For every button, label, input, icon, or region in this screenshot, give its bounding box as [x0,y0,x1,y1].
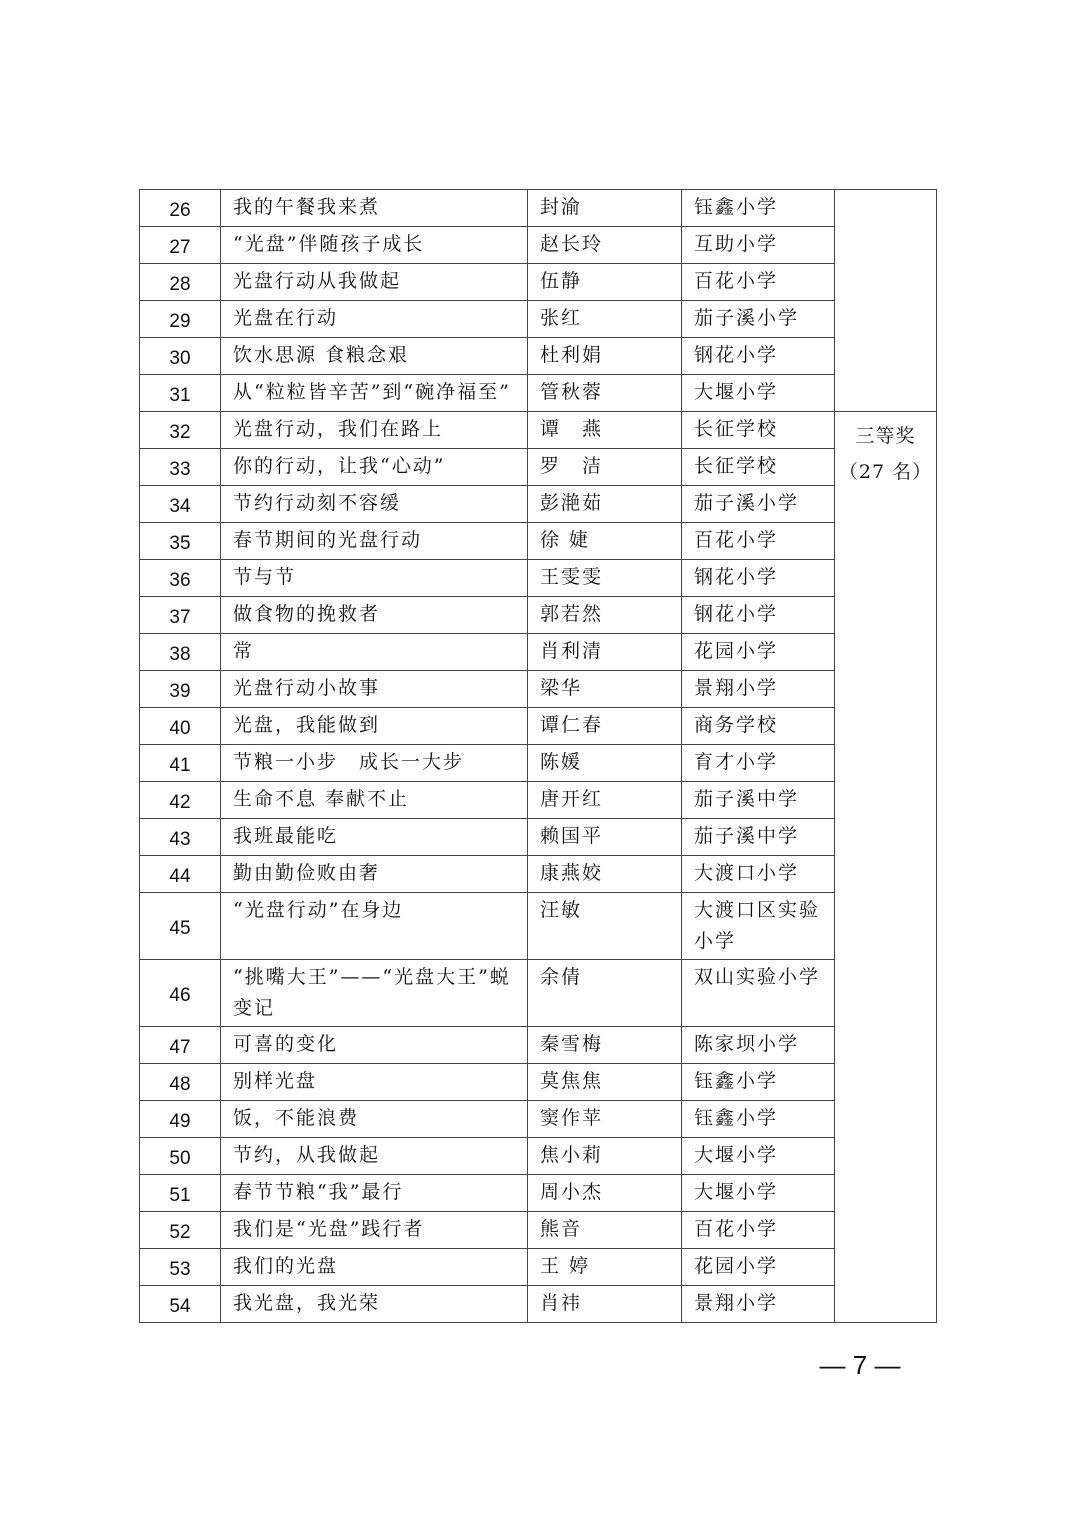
entry-number: 28 [140,264,221,301]
table-row [140,523,937,560]
entry-number: 52 [140,1212,221,1249]
entry-school: 钢花小学 [682,560,835,597]
table-row [140,708,937,745]
entry-number: 32 [140,412,221,449]
table-row [140,1027,937,1064]
entry-title: 我光盘，我光荣 [221,1286,528,1323]
table-row [140,819,937,856]
entry-author: 窦作苹 [528,1101,682,1138]
entry-author: 王 婷 [528,1249,682,1286]
entry-school: 大渡口小学 [682,856,835,893]
awards-table-container [139,189,937,1323]
previous-award-cell [835,190,937,412]
entry-title: 节粮一小步 成长一大步 [221,745,528,782]
entry-number: 53 [140,1249,221,1286]
entry-school: 双山实验小学 [682,960,835,1027]
entry-title: 光盘行动，我们在路上 [221,412,528,449]
entry-author: 张红 [528,301,682,338]
entry-number: 34 [140,486,221,523]
entry-author: 管秋蓉 [528,375,682,412]
table-row [140,486,937,523]
table-row [140,412,937,449]
table-row [140,449,937,486]
table-row [140,1249,937,1286]
table-row [140,338,937,375]
entry-school: 钰鑫小学 [682,190,835,227]
entry-title: 节约行动刻不容缓 [221,486,528,523]
entry-number: 30 [140,338,221,375]
entry-author: 谭仁春 [528,708,682,745]
entry-author: 肖利清 [528,634,682,671]
entry-title: “挑嘴大王”——“光盘大王”蜕变记 [221,960,528,1027]
entry-school: 花园小学 [682,1249,835,1286]
entry-author: 汪敏 [528,893,682,960]
entry-school: 景翔小学 [682,671,835,708]
entry-author: 罗 洁 [528,449,682,486]
entry-title: 勤由勤俭败由奢 [221,856,528,893]
table-row [140,1101,937,1138]
entry-school: 长征学校 [682,449,835,486]
entry-author: 莫焦焦 [528,1064,682,1101]
entry-author: 彭滟茹 [528,486,682,523]
entry-title: “光盘行动”在身边 [221,893,528,960]
entry-title: 我的午餐我来煮 [221,190,528,227]
entry-number: 49 [140,1101,221,1138]
entry-author: 杜利娟 [528,338,682,375]
entry-title: 饮水思源 食粮念艰 [221,338,528,375]
table-row [140,597,937,634]
entry-author: 梁华 [528,671,682,708]
entry-school: 钢花小学 [682,597,835,634]
table-row [140,1286,937,1323]
entry-school: 商务学校 [682,708,835,745]
entry-author: 谭 燕 [528,412,682,449]
table-row [140,301,937,338]
entry-school: 花园小学 [682,634,835,671]
table-row [140,1138,937,1175]
entry-author: 伍静 [528,264,682,301]
table-row [140,856,937,893]
entry-author: 熊音 [528,1212,682,1249]
table-row [140,1064,937,1101]
entry-title: 做食物的挽救者 [221,597,528,634]
entry-school: 景翔小学 [682,1286,835,1323]
entry-school: 钰鑫小学 [682,1101,835,1138]
entry-number: 27 [140,227,221,264]
entry-school: 育才小学 [682,745,835,782]
entry-number: 46 [140,960,221,1027]
table-row [140,671,937,708]
entry-author: 封渝 [528,190,682,227]
entry-author: 徐 婕 [528,523,682,560]
entry-title: 节约，从我做起 [221,1138,528,1175]
entry-number: 43 [140,819,221,856]
entry-number: 45 [140,893,221,960]
entry-number: 33 [140,449,221,486]
entry-number: 31 [140,375,221,412]
entry-school: 大堰小学 [682,1138,835,1175]
entry-school: 茄子溪小学 [682,486,835,523]
entry-title: “光盘”伴随孩子成长 [221,227,528,264]
entry-number: 39 [140,671,221,708]
entry-number: 36 [140,560,221,597]
table-row [140,634,937,671]
entry-school: 钰鑫小学 [682,1064,835,1101]
entry-number: 41 [140,745,221,782]
entry-number: 38 [140,634,221,671]
entry-school: 茄子溪中学 [682,782,835,819]
entry-school: 大堰小学 [682,375,835,412]
page-number: — 7 — [819,1350,901,1380]
entry-number: 29 [140,301,221,338]
entry-author: 肖祎 [528,1286,682,1323]
entry-title: 春节期间的光盘行动 [221,523,528,560]
entry-author: 赵长玲 [528,227,682,264]
entry-number: 35 [140,523,221,560]
table-row [140,227,937,264]
entry-title: 我们的光盘 [221,1249,528,1286]
table-row [140,1212,937,1249]
entry-title: 光盘在行动 [221,301,528,338]
award-count-label: （27 名） [838,461,933,483]
entry-title: 光盘，我能做到 [221,708,528,745]
entry-school: 大渡口区实验小学 [682,893,835,960]
entry-author: 康燕姣 [528,856,682,893]
awards-table [139,189,937,1323]
entry-school: 互助小学 [682,227,835,264]
entry-number: 50 [140,1138,221,1175]
entry-title: 饭，不能浪费 [221,1101,528,1138]
entry-author: 王雯雯 [528,560,682,597]
entry-number: 47 [140,1027,221,1064]
entry-number: 26 [140,190,221,227]
entry-title: 春节节粮“我”最行 [221,1175,528,1212]
entry-author: 余倩 [528,960,682,1027]
entry-school: 大堰小学 [682,1175,835,1212]
entry-number: 42 [140,782,221,819]
entry-title: 我班最能吃 [221,819,528,856]
entry-title: 从“粒粒皆辛苦”到“碗净福至” [221,375,528,412]
entry-school: 百花小学 [682,523,835,560]
entry-author: 秦雪梅 [528,1027,682,1064]
table-row [140,190,937,227]
table-row [140,893,937,960]
entry-author: 焦小莉 [528,1138,682,1175]
entry-author: 周小杰 [528,1175,682,1212]
awards-table-body [140,190,937,1323]
table-row [140,1175,937,1212]
entry-title: 生命不息 奉献不止 [221,782,528,819]
entry-number: 54 [140,1286,221,1323]
entry-title: 光盘行动从我做起 [221,264,528,301]
entry-author: 赖国平 [528,819,682,856]
entry-number: 40 [140,708,221,745]
entry-school: 钢花小学 [682,338,835,375]
table-row [140,782,937,819]
entry-author: 郭若然 [528,597,682,634]
entry-number: 51 [140,1175,221,1212]
entry-title: 节与节 [221,560,528,597]
entry-author: 唐开红 [528,782,682,819]
entry-school: 茄子溪中学 [682,819,835,856]
entry-title: 你的行动，让我“心动” [221,449,528,486]
award-level-label: 三等奖 [855,425,916,447]
entry-school: 茄子溪小学 [682,301,835,338]
entry-title: 别样光盘 [221,1064,528,1101]
entry-title: 光盘行动小故事 [221,671,528,708]
table-row [140,745,937,782]
table-row [140,375,937,412]
entry-title: 可喜的变化 [221,1027,528,1064]
award-level-cell [835,412,937,1323]
table-row [140,560,937,597]
entry-title: 常 [221,634,528,671]
entry-school: 陈家坝小学 [682,1027,835,1064]
entry-author: 陈媛 [528,745,682,782]
entry-school: 百花小学 [682,264,835,301]
entry-number: 48 [140,1064,221,1101]
entry-school: 长征学校 [682,412,835,449]
entry-title: 我们是“光盘”践行者 [221,1212,528,1249]
entry-number: 44 [140,856,221,893]
table-row [140,960,937,1027]
entry-school: 百花小学 [682,1212,835,1249]
table-row [140,264,937,301]
entry-number: 37 [140,597,221,634]
